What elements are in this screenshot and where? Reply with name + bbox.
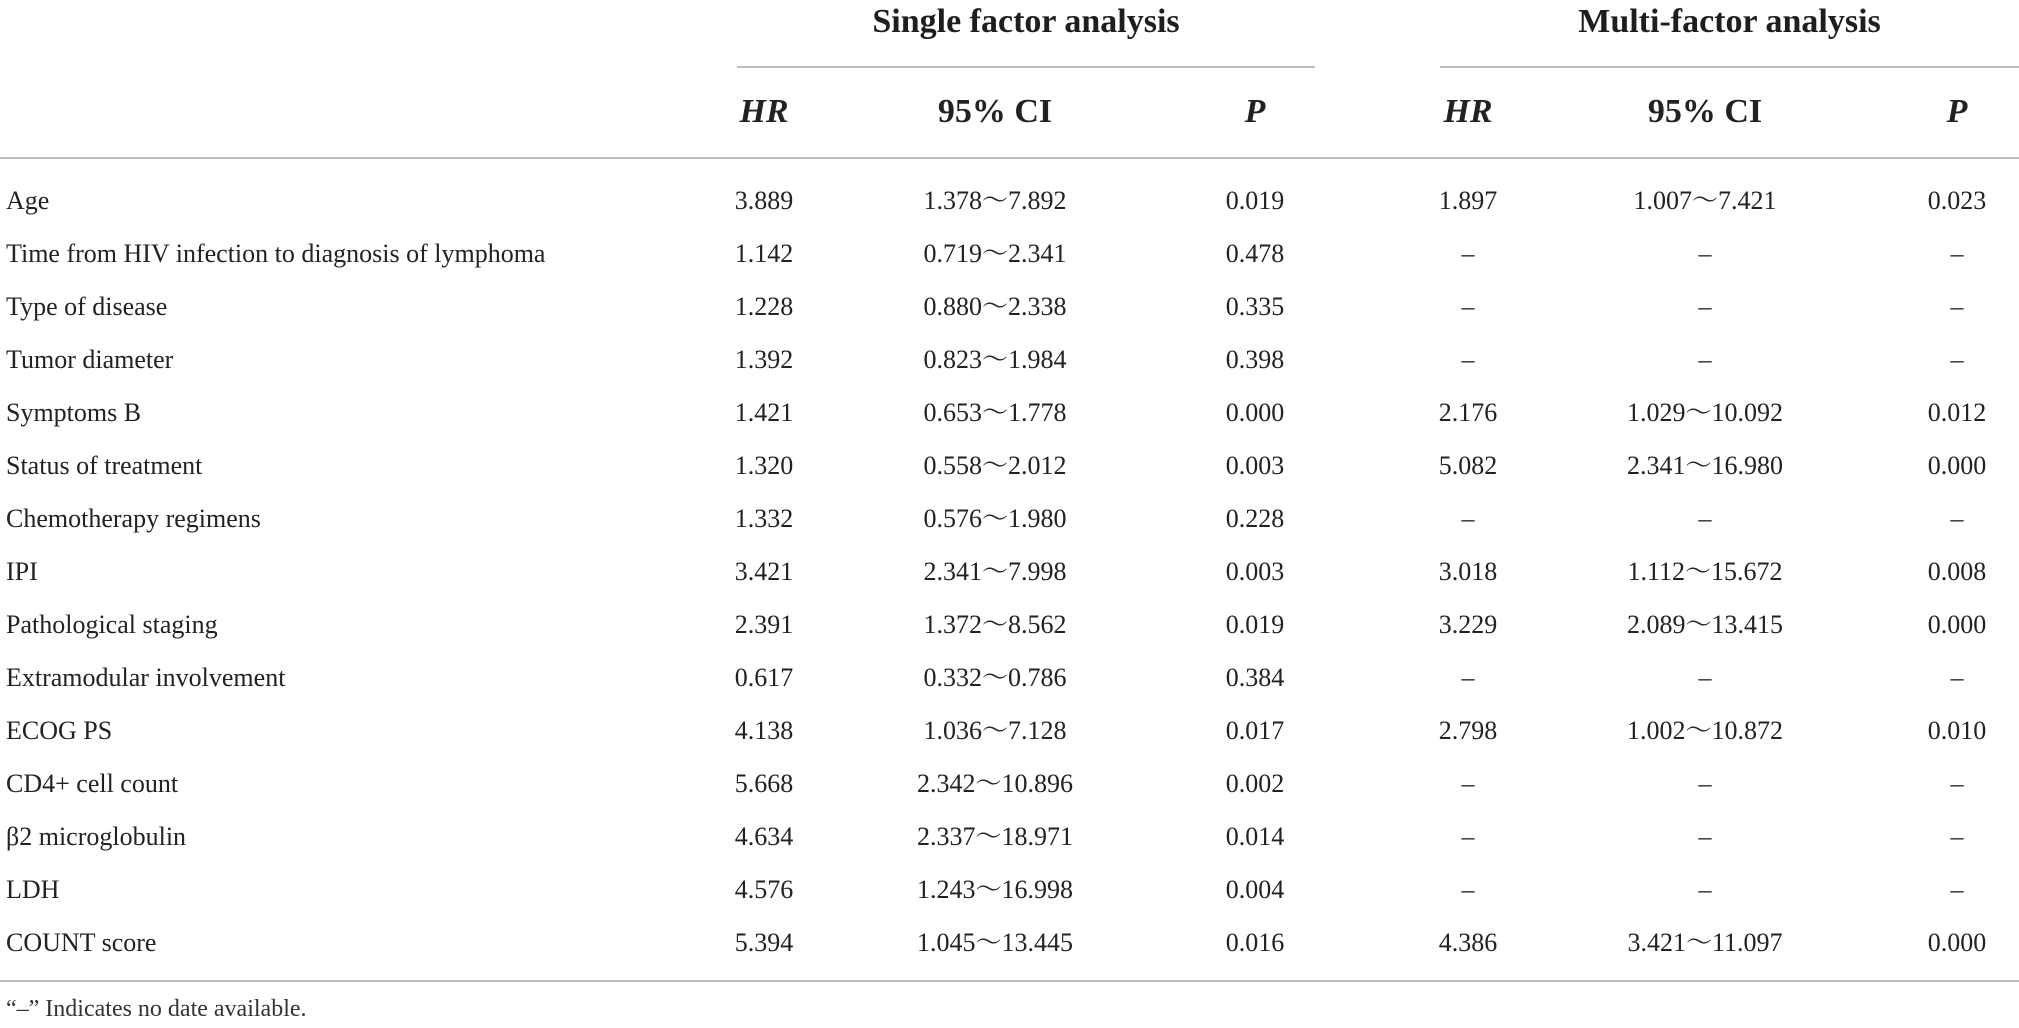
- subheader-multi-p: P: [1946, 93, 1968, 130]
- cell-m-hr: 3.229: [1438, 610, 1498, 639]
- cell-label: Status of treatment: [6, 451, 203, 480]
- cell-m-hr: –: [1461, 875, 1475, 904]
- cell-s-p: 0.002: [1225, 769, 1285, 798]
- cell-s-ci: 0.558～2.012: [923, 451, 1067, 480]
- subheader-single-hr: HR: [739, 93, 789, 130]
- table-row: [0, 916, 2019, 969]
- subheader-single-p: P: [1244, 93, 1266, 130]
- cell-s-hr: 1.228: [734, 292, 794, 321]
- table-row: [0, 386, 2019, 439]
- cell-s-hr: 4.634: [734, 822, 794, 851]
- cell-label: CD4+ cell count: [6, 769, 179, 798]
- subheader-multi-hr: HR: [1443, 93, 1493, 130]
- cell-s-p: 0.335: [1225, 292, 1285, 321]
- cell-m-ci: –: [1698, 504, 1712, 533]
- cell-m-hr: 3.018: [1438, 557, 1498, 586]
- cell-s-hr: 2.391: [734, 610, 794, 639]
- cell-s-ci: 1.372～8.562: [923, 610, 1067, 639]
- table-row: [0, 757, 2019, 810]
- group-rule-single: [737, 66, 1315, 68]
- cell-s-ci: 1.045～13.445: [916, 928, 1073, 957]
- cell-m-ci: 2.341～16.980: [1626, 451, 1783, 480]
- cell-s-p: 0.017: [1225, 716, 1285, 745]
- cell-m-p: –: [1950, 769, 1964, 798]
- cell-m-p: –: [1950, 345, 1964, 374]
- bottom-rule: [0, 980, 2019, 982]
- table-row: [0, 227, 2019, 280]
- cell-s-p: 0.014: [1225, 822, 1285, 851]
- cell-m-p: –: [1950, 292, 1964, 321]
- cell-label: Extramodular involvement: [6, 663, 286, 692]
- cell-m-hr: 1.897: [1438, 186, 1498, 215]
- cell-m-hr: –: [1461, 663, 1475, 692]
- cell-m-hr: 5.082: [1438, 451, 1498, 480]
- cell-label: COUNT score: [6, 928, 157, 957]
- cell-m-ci: 2.089～13.415: [1626, 610, 1783, 639]
- table-row: [0, 333, 2019, 386]
- table-row: [0, 174, 2019, 227]
- cell-m-ci: 1.112～15.672: [1627, 557, 1783, 586]
- cell-s-ci: 0.653～1.778: [923, 398, 1067, 427]
- cell-s-hr: 0.617: [734, 663, 794, 692]
- table-row: [0, 704, 2019, 757]
- cell-m-p: 0.000: [1927, 451, 1987, 480]
- cell-label: ECOG PS: [6, 716, 113, 745]
- cell-m-ci: 3.421～11.097: [1627, 928, 1783, 957]
- cell-label: Chemotherapy regimens: [6, 504, 261, 533]
- cell-m-hr: –: [1461, 345, 1475, 374]
- cell-m-hr: –: [1461, 504, 1475, 533]
- cell-s-p: 0.019: [1225, 610, 1285, 639]
- cell-m-hr: –: [1461, 292, 1475, 321]
- cell-s-p: 0.398: [1225, 345, 1285, 374]
- cell-m-ci: 1.029～10.092: [1626, 398, 1783, 427]
- cell-m-p: –: [1950, 239, 1964, 268]
- cell-m-hr: 4.386: [1438, 928, 1498, 957]
- cell-m-hr: 2.176: [1438, 398, 1498, 427]
- cell-m-p: 0.008: [1927, 557, 1987, 586]
- cell-s-p: 0.016: [1225, 928, 1285, 957]
- cell-m-p: –: [1950, 822, 1964, 851]
- table-row: [0, 280, 2019, 333]
- cell-s-hr: 1.421: [734, 398, 794, 427]
- cell-s-p: 0.004: [1225, 875, 1285, 904]
- cell-s-ci: 0.576～1.980: [923, 504, 1067, 533]
- cell-label: Age: [6, 186, 50, 215]
- footnote: “–” Indicates no date available.: [6, 996, 307, 1022]
- cell-label: Type of disease: [6, 292, 168, 321]
- cell-s-ci: 2.337～18.971: [916, 822, 1073, 851]
- header-rule: [0, 157, 2019, 159]
- cell-s-hr: 4.138: [734, 716, 794, 745]
- cell-s-hr: 1.392: [734, 345, 794, 374]
- cell-label: β2 microglobulin: [6, 822, 187, 851]
- table-row: [0, 545, 2019, 598]
- cell-s-ci: 0.332～0.786: [923, 663, 1067, 692]
- cell-s-hr: 1.320: [734, 451, 794, 480]
- cell-m-ci: 1.007～7.421: [1633, 186, 1777, 215]
- cell-s-hr: 4.576: [734, 875, 794, 904]
- subheader-multi-ci: 95% CI: [1647, 93, 1763, 130]
- cell-m-ci: –: [1698, 769, 1712, 798]
- group-rule-multi: [1440, 66, 2019, 68]
- cell-s-p: 0.478: [1225, 239, 1285, 268]
- cell-s-p: 0.003: [1225, 451, 1285, 480]
- table-row: [0, 651, 2019, 704]
- cell-s-ci: 0.823～1.984: [923, 345, 1067, 374]
- subheader-single-ci: 95% CI: [937, 93, 1053, 130]
- cell-m-ci: –: [1698, 663, 1712, 692]
- cell-m-p: 0.023: [1927, 186, 1987, 215]
- cell-m-ci: –: [1698, 239, 1712, 268]
- cell-m-ci: –: [1698, 292, 1712, 321]
- cell-label: Symptoms B: [6, 398, 142, 427]
- cell-m-p: –: [1950, 875, 1964, 904]
- cell-s-ci: 0.719～2.341: [923, 239, 1067, 268]
- cell-m-p: 0.000: [1927, 610, 1987, 639]
- cell-s-ci: 1.036～7.128: [923, 716, 1067, 745]
- cell-s-hr: 3.889: [734, 186, 794, 215]
- cell-s-ci: 2.342～10.896: [916, 769, 1073, 798]
- group-header-multi: Multi-factor analysis: [1578, 3, 1881, 40]
- cell-m-p: 0.010: [1927, 716, 1987, 745]
- cell-m-hr: –: [1461, 769, 1475, 798]
- cell-s-p: 0.003: [1225, 557, 1285, 586]
- cell-m-ci: 1.002～10.872: [1626, 716, 1783, 745]
- group-header-single: Single factor analysis: [872, 3, 1180, 40]
- cell-s-p: 0.000: [1225, 398, 1285, 427]
- cell-s-ci: 2.341～7.998: [923, 557, 1067, 586]
- cell-m-ci: –: [1698, 875, 1712, 904]
- cell-label: LDH: [6, 875, 60, 904]
- table-row: [0, 598, 2019, 651]
- cell-s-p: 0.384: [1225, 663, 1285, 692]
- cell-label: Tumor diameter: [6, 345, 174, 374]
- cell-m-p: 0.000: [1927, 928, 1987, 957]
- cell-label: IPI: [6, 557, 38, 586]
- cell-m-p: –: [1950, 663, 1964, 692]
- cell-s-hr: 5.668: [734, 769, 794, 798]
- cell-m-ci: –: [1698, 345, 1712, 374]
- cell-m-hr: –: [1461, 239, 1475, 268]
- cell-s-ci: 1.243～16.998: [916, 875, 1073, 904]
- cell-m-p: –: [1950, 504, 1964, 533]
- cell-m-ci: –: [1698, 822, 1712, 851]
- table-row: [0, 863, 2019, 916]
- cell-s-ci: 1.378～7.892: [923, 186, 1067, 215]
- cell-s-hr: 1.332: [734, 504, 794, 533]
- table-body: [0, 174, 2019, 969]
- cell-s-hr: 5.394: [734, 928, 794, 957]
- table-row: [0, 810, 2019, 863]
- cell-s-ci: 0.880～2.338: [923, 292, 1067, 321]
- cell-m-hr: 2.798: [1438, 716, 1498, 745]
- table-row: [0, 492, 2019, 545]
- cell-s-p: 0.019: [1225, 186, 1285, 215]
- cell-s-hr: 1.142: [734, 239, 794, 268]
- cell-label: Time from HIV infection to diagnosis of lymphoma: [6, 239, 546, 268]
- cell-s-p: 0.228: [1225, 504, 1285, 533]
- cell-m-p: 0.012: [1927, 398, 1987, 427]
- cell-s-hr: 3.421: [734, 557, 794, 586]
- cell-label: Pathological staging: [6, 610, 218, 639]
- table-row: [0, 439, 2019, 492]
- cell-m-hr: –: [1461, 822, 1475, 851]
